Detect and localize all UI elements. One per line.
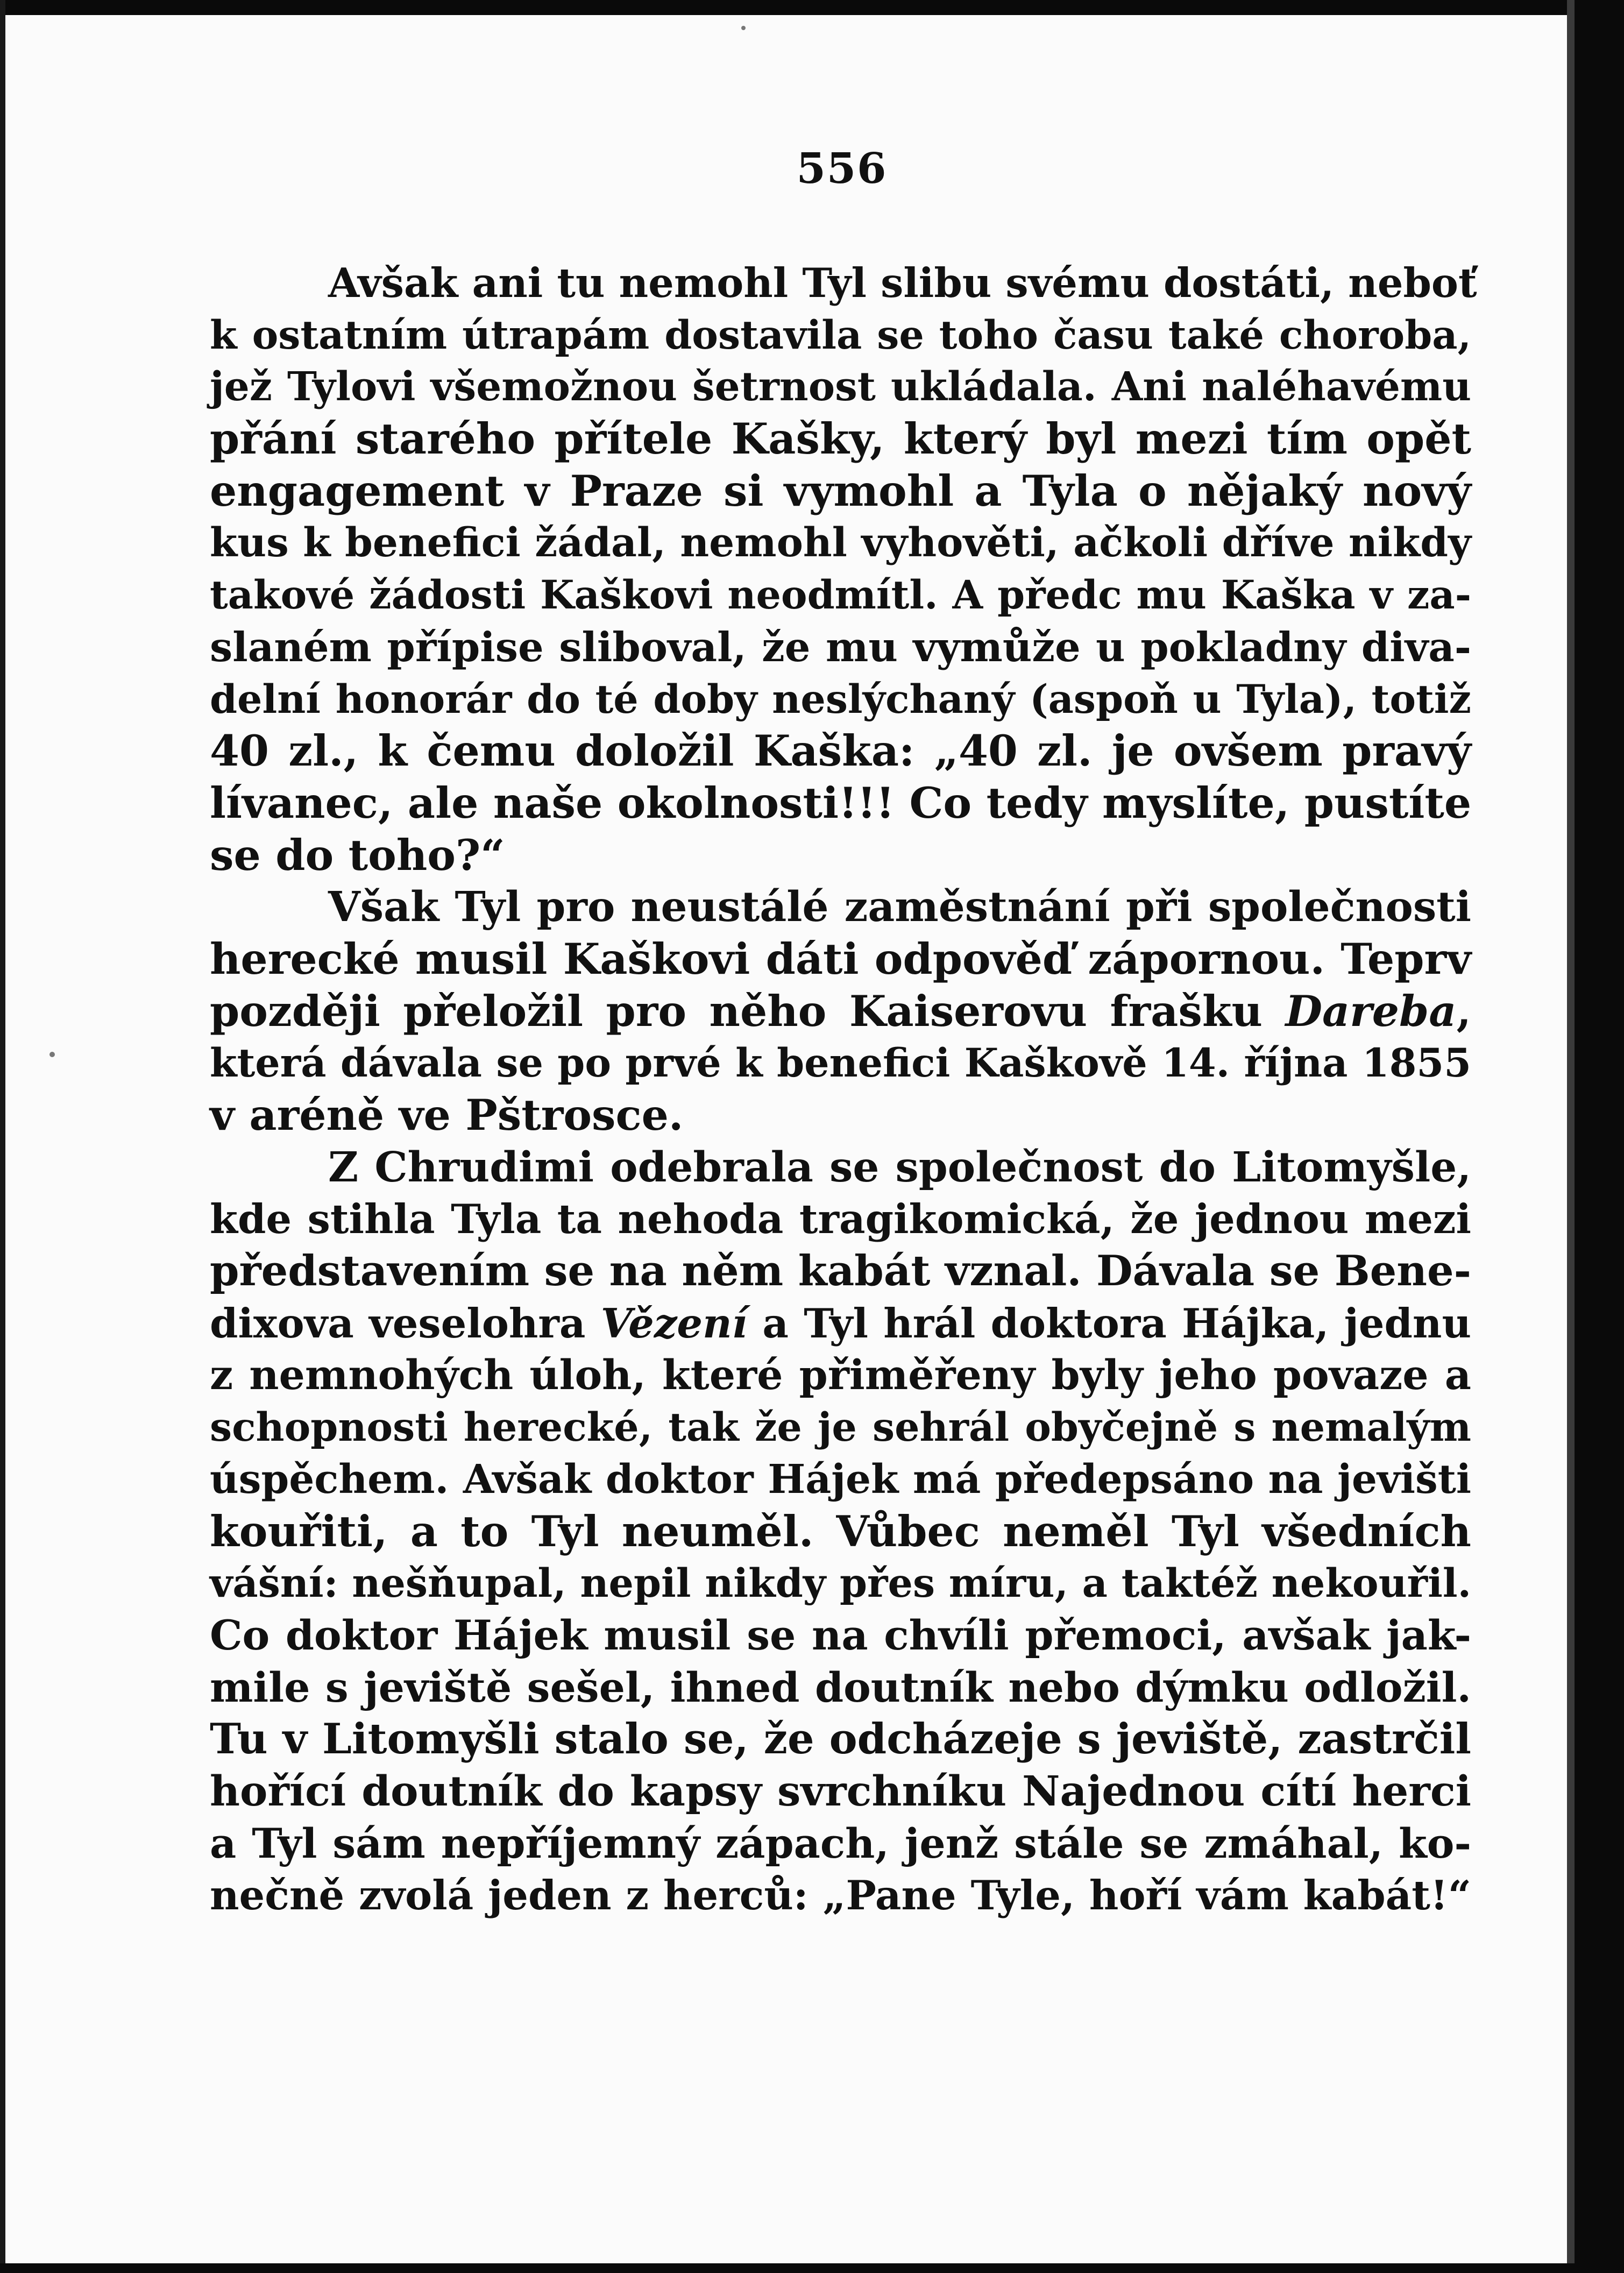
text-line: se do toho?“: [210, 830, 505, 880]
text-line: později přeložil pro něho Kaiserovu frašku Dareba,: [210, 986, 1471, 1036]
text-line: nečně zvolá jeden z herců: „Pane Tyle, hoří vám kabát!“: [210, 1872, 1471, 1920]
body-text: [210, 257, 1477, 1922]
scan-border-right-inner: [1567, 0, 1575, 2273]
text-line: a Tyl sám nepříjemný zápach, jenž stále se zmáhal, ko-: [210, 1819, 1471, 1867]
text-line: schopnosti herecké, tak že je sehrál obyčejně s nemalým: [210, 1404, 1471, 1451]
text-line: engagement v Praze si vymohl a Tyla o nějaký nový: [210, 465, 1471, 516]
scan-border-bottom: [0, 2263, 1624, 2273]
text-line: Avšak ani tu nemohl Tyl slibu svému dostáti, neboť: [328, 259, 1477, 307]
text-line: hořící doutník do kapsy svrchníku Najednou cítí herci: [210, 1767, 1471, 1816]
text-line: lívanec, ale naše okolnosti!!! Co tedy myslíte, pustíte: [210, 777, 1472, 828]
text-line: v aréně ve Pštrosce.: [210, 1090, 684, 1140]
text-line: takové žádosti Kaškovi neodmítl. A předc mu Kaška v za-: [210, 572, 1471, 619]
text-line: z nemnohých úloh, které přiměřeny byly jeho povaze a: [210, 1351, 1471, 1399]
text-line: dixova veselohra Vězení a Tyl hrál doktora Hájka, jednu: [210, 1299, 1471, 1347]
text-line: herecké musil Kaškovi dáti odpověď zápornou. Teprv: [210, 933, 1471, 984]
text-line: přání starého přítele Kašky, který byl mezi tím opět: [210, 414, 1471, 464]
text-line: slaném přípise sliboval, že mu vymůže u pokladny diva-: [210, 623, 1471, 671]
text-line: kus k benefici žádal, nemohl vyhověti, ačkoli dříve nikdy: [210, 520, 1471, 567]
text-line: 40 zl., k čemu doložil Kaška: „40 zl. je ovšem pravý: [210, 726, 1471, 776]
title-italic: Vězení: [600, 1299, 748, 1347]
scan-speck: [741, 26, 746, 30]
text-line: vášní: nešňupal, nepil nikdy přes míru, a taktéž nekouřil.: [210, 1560, 1471, 1607]
text-line: úspěchem. Avšak doktor Hájek má předepsáno na jevišti: [210, 1456, 1471, 1503]
text-line: kde stihla Tyla ta nehoda tragikomická, že jednou mezi: [210, 1195, 1471, 1243]
scan-border-top: [0, 0, 1587, 15]
text-line: Co doktor Hájek musil se na chvíli přemoci, avšak jak-: [210, 1611, 1471, 1659]
scan-speck: [49, 1052, 55, 1057]
title-italic: Dareba: [1285, 986, 1457, 1036]
text-line: která dávala se po prvé k benefici Kaškově 14. října 1855: [210, 1040, 1471, 1087]
text-line: Tu v Litomyšli stalo se, že odcházeje s jeviště, zastrčil: [210, 1715, 1471, 1764]
scan-border-right: [1575, 0, 1624, 2273]
text-line: k ostatním útrapám dostavila se toho času také choroba,: [210, 311, 1471, 358]
page-number: 556: [796, 144, 888, 193]
text-line: představením se na něm kabát vznal. Dávala se Bene-: [210, 1247, 1471, 1296]
text-line: Však Tyl pro neustálé zaměstnání při společnosti: [328, 883, 1471, 932]
text-line: Z Chrudimi odebrala se společnost do Litomyšle,: [328, 1143, 1471, 1192]
text-line: kouřiti, a to Tyl neuměl. Vůbec neměl Tyl všedních: [210, 1506, 1471, 1556]
text-line: mile s jeviště sešel, ihned doutník nebo dýmku odložil.: [210, 1663, 1471, 1711]
text-line: delní honorár do té doby neslýchaný (aspoň u Tyla), totiž: [210, 676, 1471, 723]
scan-border-left: [0, 0, 5, 2273]
text-line: jež Tylovi všemožnou šetrnost ukládala. Ani naléhavému: [210, 364, 1471, 410]
